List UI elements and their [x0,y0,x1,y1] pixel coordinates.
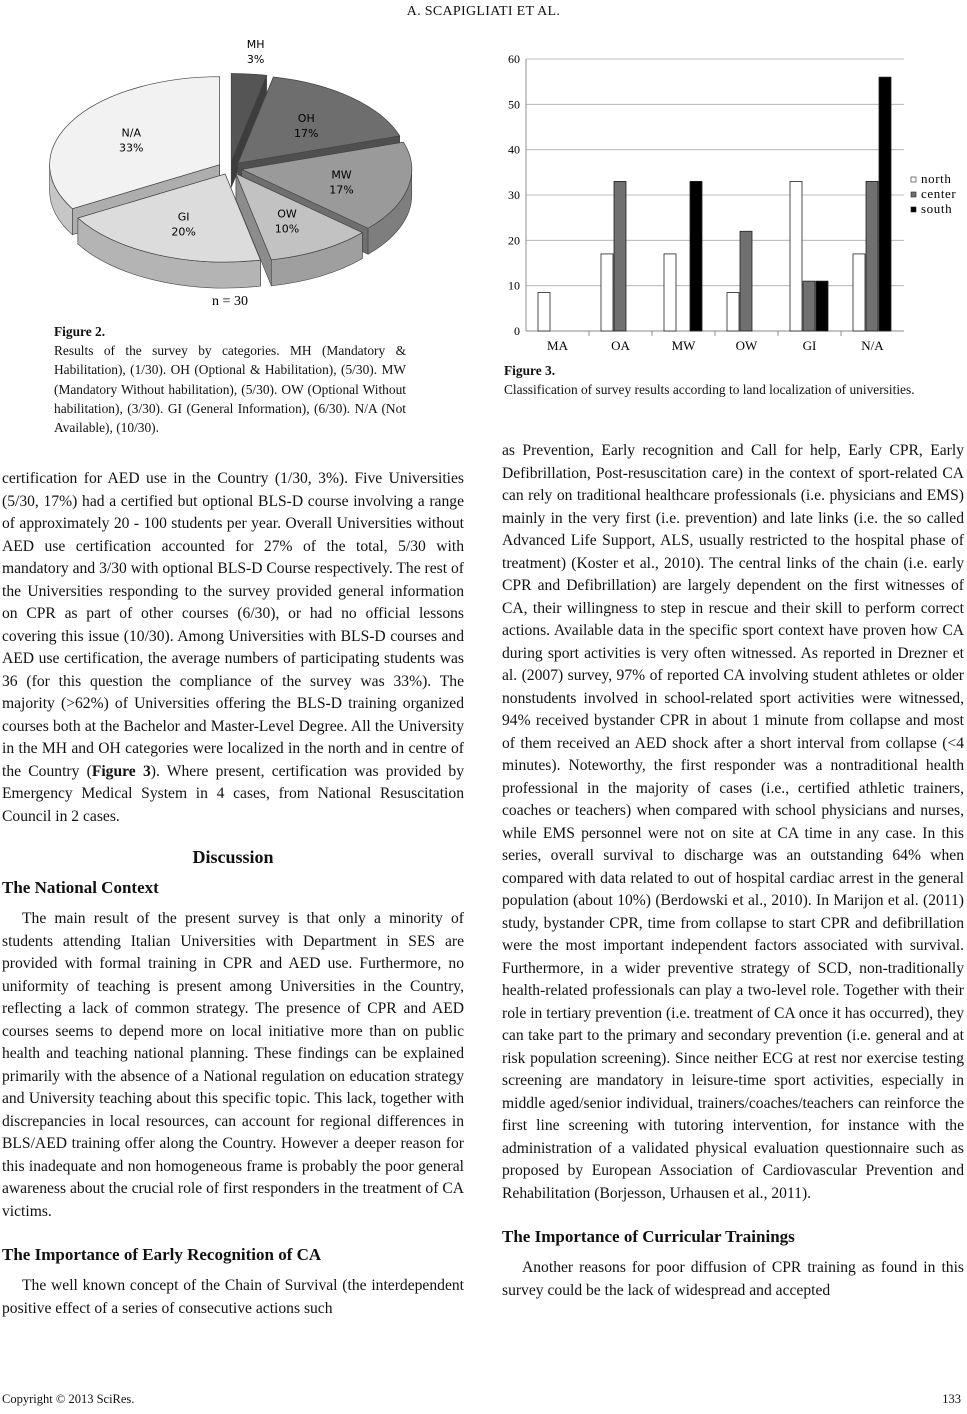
results-paragraph: certification for AED use in the Country (1/30, 3%). Five Universities (5/30, 17%) had a certified but optional BLS-D course involving a range of approximately 20 - 100 students per year. Overall Universities without AED use certification accounted for 27% of the total, 5/30 with mandatory and 3/30 with optional BLS-D Course respectively. The rest of the Universities responding to the survey provided general information on CPR as part of other courses (6/30), or had no official lessons covering this issue (10/30). Among Universities with BLS-D courses and AED use certification, the average numbers of participating students was 36 (for this question the compliance of the survey was 33%). The majority (>62%) of Universities offering the BLS-D training organized courses both at the Bachelor and Master-Level Degree. All the University in the MH and OH categories were localized in the north and in centre of the Country (Figure 3). Where present, certification was provided by Emergency Medical System in 4 cases, from National Resuscitation Council in 2 cases. [2,470,465,825]
bar-north-na [853,254,865,331]
figure-3-reference: Figure 3 [91,762,151,780]
running-head: A. SCAPIGLIATI ET AL. [406,4,561,19]
bar-center-oa [614,181,626,331]
bar-center-ow [740,231,752,331]
figure-3-bar-chart [497,50,967,355]
x-tick-label: OA [611,338,630,353]
bar-north-oa [601,254,613,331]
x-tick-label: MW [671,338,696,353]
bar-north-ma [538,292,550,331]
legend-swatch-center [911,192,916,197]
x-tick-label: OW [735,338,758,353]
legend-label-north: north [921,171,952,186]
bar-south-gi [816,281,828,331]
page-number: 133 [942,1392,961,1406]
curricular-trainings-heading: The Importance of Curricular Trainings [502,1227,795,1246]
legend-label-south: south [921,201,953,216]
figure-2-pie-chart [40,38,420,320]
pie-label-ow: OW [277,207,297,221]
pie-label-na: N/A [121,126,142,140]
figure-3-caption [504,361,964,399]
national-context-heading: The National Context [2,878,159,897]
left-column [2,468,464,1320]
y-tick-label: 30 [508,188,520,202]
right-column [502,440,964,1302]
y-tick-label: 60 [508,52,520,66]
pie-label-oh: OH [297,111,315,125]
bar-south-na [879,77,891,331]
bar-center-na [866,181,878,331]
chain-of-survival-continued-paragraph: as Prevention, Early recognition and Call for help, Early CPR, Early Defibrillation, Post-resuscitation care) in the context of sport-related CA can rely on traditional healthcare professionals (i.e. physicians and EMS) mainly in the very first (i.e. prevention) and late links (i.e. the so called Advanced Life Support, ALS, usually restricted to the hospital phase of treatment) (Koster et al., 2010). The central links of the chain (i.e. early CPR and Defibrillation) are largely dependent on the first witnesses of CA, their willingness to step in rescue and their skill to perform correct actions. Available data in the specific sport context have proven how CA during sport activities is very often witnessed. As reported in Drezner et al. (2007) survey, 97% of reported CA involving student athletes or older nonstudents involved in school-related sport activities were witnessed, 94% received bystander CPR in about 1 minute from collapse and most of them received an AED shock after a short interval from collapse (<4 minutes). Noteworthy, the first responder was a nontraditional health professional in the majority of cases (i.e., certified athletic trainers, coaches or teachers) when compared with school physicians and nurses, while EMS personnel were not on site at CA time in any case. In this series, overall survival to discharge was an outstanding 64% when compared with data related to out of hospital cardiac arrest in the general population (about 10%) (Berdowski et al., 2010). In Marijon et al. (2011) study, bystander CPR, time from collapse to start CPR and defibrillation were the most important independent factors associated with survival. Furthermore, in a wider preventive strategy of SCD, non-traditionally health-related professionals can play a two-level role. Together with their role in tertiary prevention (i.e. treatment of CA once it has occurred), they can take part to the primary and secondary prevention (i.e. general and at risk population screening). Since neither ECG at rest nor exercise testing screening are mandatory in leisure-time sport activities, especially in middle aged/senior individual, trainers/coaches/teachers can reinforce the first line screening with tutoring intervention, for instance with the administration of a validated physical evaluation questionnaire such as proposed by European Association of Cardiovascular Prevention and Rehabilitation (Borjesson, Urhausen et al., 2011). [502,442,964,1202]
y-tick-label: 0 [514,324,520,338]
figure-3-caption-title: Figure 3. [504,363,556,378]
bar-north-mw [664,254,676,331]
pie-percent-na: 33% [119,141,144,155]
legend-swatch-north [911,177,916,182]
figure-2-n-label: n = 30 [212,294,248,309]
pie-label-mw: MW [331,168,352,182]
pie-percent-gi: 20% [171,225,196,239]
bar-south-mw [690,181,702,331]
figure-3-caption-text: Classification of survey results according to land localization of universities. [504,382,915,398]
bar-north-gi [790,181,802,331]
bar-north-ow [727,292,739,331]
x-tick-label: GI [802,338,817,353]
pie-label-gi: GI [177,210,190,224]
pie-percent-mh: 3% [246,53,265,67]
legend-swatch-south [911,207,916,212]
x-tick-label: N/A [861,338,884,353]
curricular-trainings-paragraph: Another reasons for poor diffusion of CPR training as found in this survey could be the lack of widespread and accepted [502,1259,964,1299]
chain-of-survival-paragraph: The well known concept of the Chain of Survival (the interdependent positive effect of a series of consecutive actions such [2,1277,464,1317]
national-context-paragraph: The main result of the present survey is that only a minority of students attending Italian Universities with Department in SES are provided with formal training in CPR and AED use. Furthermore, no uniformity of teaching is present among Universities in the Country, reflecting a lack of common strategy. The presence of CPR and AED courses seems to depend more on local initiative more than on public health and teaching national planning. These findings can be explained primarily with the absence of a National regulation on education strategy and University teaching about this specific topic. This lack, together with discrepancies in local resources, can account for regional differences in BLS/AED training offer along the Country. However a deeper reason for this inadequate and non homogeneous frame is probably the poor general awareness about the crucial role of first responders in the treatment of CA victims. [2,910,464,1220]
early-recognition-heading: The Importance of Early Recognition of CA [2,1245,322,1264]
legend-label-center: center [921,186,957,201]
y-tick-label: 50 [508,97,520,112]
discussion-heading: Discussion [192,847,274,867]
x-tick-label: MA [547,338,568,353]
y-tick-label: 10 [508,278,520,293]
y-tick-label: 20 [508,233,520,248]
figure-2-caption [54,322,406,437]
pie-percent-oh: 17% [294,126,319,140]
bar-center-gi [803,281,815,331]
pie-percent-mw: 17% [329,183,354,197]
figure-2-caption-title: Figure 2. [54,324,106,339]
pie-percent-ow: 10% [274,222,300,236]
pie-label-mh: MH [246,38,265,52]
copyright-notice: Copyright © 2013 SciRes. [2,1392,135,1406]
y-tick-label: 40 [508,142,520,157]
figure-2-caption-text: Results of the survey by categories. MH (Mandatory & Habilitation), (1/30). OH (Optional & Habilitation), (5/30). MW (Mandatory Without habilitation), (5/30). OW (Optional Without habilitation), (3/30). GI (General Information), (6/30). N/A (Not Available), (10/30). [54,343,406,436]
